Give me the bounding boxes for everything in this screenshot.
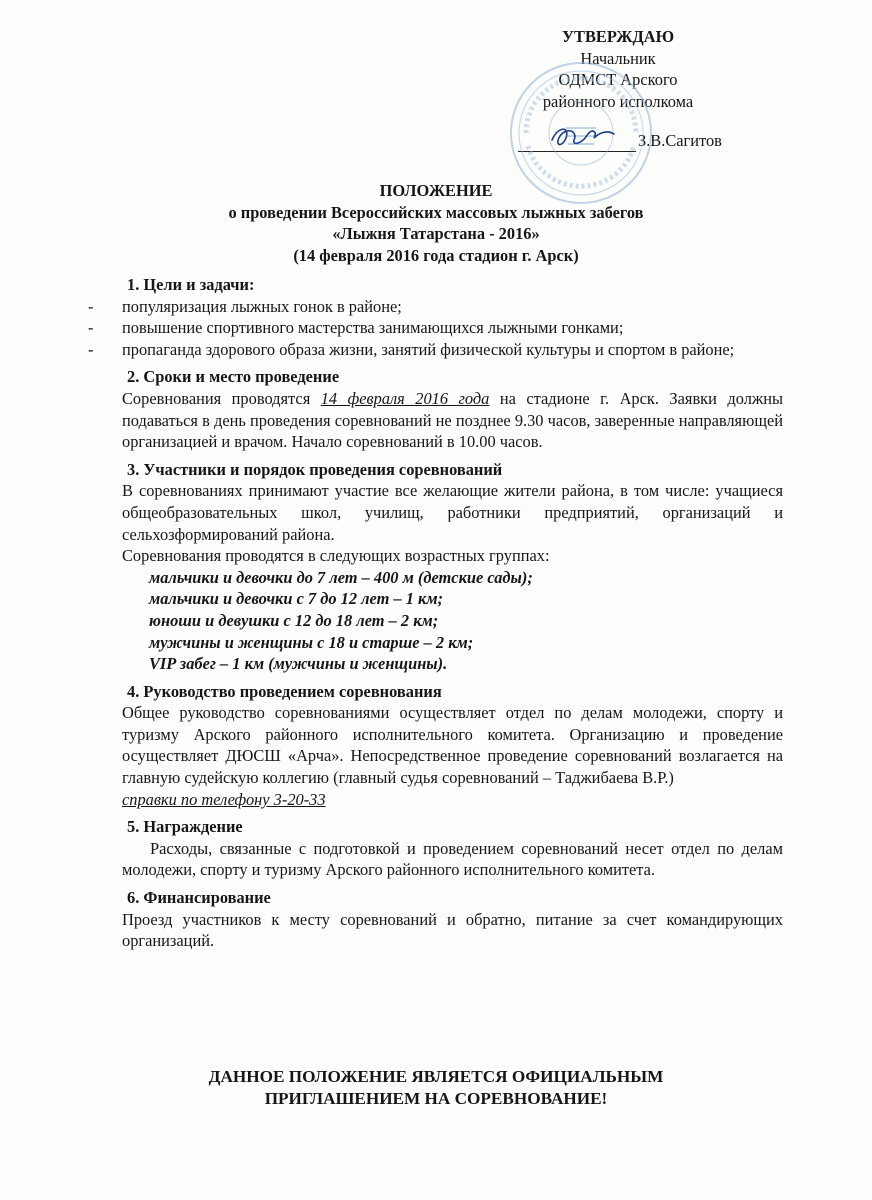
phone-note: справки по телефону 3-20-33 [122,789,326,809]
approval-position-line-1: Начальник [580,48,656,68]
approval-position-line-2: ОДМСТ Арского [558,70,678,90]
section-2-text-start: Соревнования проводятся [122,388,321,408]
section-6-title: 6. Финансирование [127,888,271,908]
age-group: VIP забег – 1 км (мужчины и женщины). [149,654,448,674]
signer-name: З.В.Сагитов [638,131,722,151]
final-notice-line-2: ПРИГЛАШЕНИЕМ НА СОРЕВНОВАНИЕ! [264,1088,608,1108]
goals-list [122,296,783,361]
heading-line-1: о проведении Всероссийских массовых лыжных забегов [228,202,644,222]
age-group: мальчики и девочки с 7 до 12 лет – 1 км; [149,589,444,609]
section-5-text: Расходы, связанные с подготовкой и проведением соревнований несет отдел по делам молодежи, спорту и туризму Арского районного исполнительного комитета. [122,838,783,880]
age-group: мальчики и девочки до 7 лет – 400 м (детские сады); [149,567,533,587]
document-heading [0,180,872,266]
event-date: 14 февраля 2016 года [320,388,490,408]
final-notice-line-1: ДАННОЕ ПОЛОЖЕНИЕ ЯВЛЯЕТСЯ ОФИЦИАЛЬНЫМ [208,1067,664,1086]
final-notice [0,1066,872,1109]
section-1-title: 1. Цели и задачи: [127,275,255,294]
section-3-text: В соревнованиях принимают участие все желающие жители района, в том числе: учащиеся общеобразовательных школ, училищ, работники предприятий, организаций и сельхозформирований района. [122,481,783,544]
document-title: ПОЛОЖЕНИЕ [379,181,493,200]
section-2-text-end: на стадионе г. Арск. Заявки должны подаваться в день проведения соревнований не позднее 9.30 часов, заверенные направляющей организацией и врачом. Начало соревнований в 10.00 часов. [122,388,784,452]
approval-title: УТВЕРЖДАЮ [562,27,675,46]
heading-line-3: (14 февраля 2016 года стадион г. Арск) [293,245,579,265]
section-3-title: 3. Участники и порядок проведения соревнований [127,459,503,479]
list-item: - пропаганда здорового образа жизни, занятий физической культуры и спортом в районе; [122,339,783,361]
section-5-title: 5. Награждение [127,817,243,837]
handwritten-signature-icon [548,118,618,154]
age-groups-intro: Соревнования проводятся в следующих возрастных группах: [122,546,550,566]
section-2-title: 2. Сроки и место проведение [127,367,340,387]
section-4-title: 4. Руководство проведением соревнования [127,681,442,701]
section-4-text: Общее руководство соревнованиями осуществляет отдел по делам молодежи, спорту и туризму Арского районного исполнительного комитета. Организацию и проведение осуществляет ДЮСШ «Арча». Непосредственное проведение соревнований возлагается на главную судейскую коллегию (главный судья соревнований – Таджибаева В.Р.) [122,703,783,788]
document-body [122,274,783,952]
list-item: - популяризация лыжных гонок в районе; [122,296,783,318]
list-item: - повышение спортивного мастерства занимающихся лыжными гонками; [122,317,783,339]
age-group: юноши и девушки с 12 до 18 лет – 2 км; [149,610,439,630]
age-group: мужчины и женщины с 18 и старше – 2 км; [149,632,474,652]
section-6-text: Проезд участников к месту соревнований и обратно, питание за счет командирующих организаций. [122,909,783,951]
approval-position-line-3: районного исполкома [542,91,694,111]
heading-line-2: «Лыжня Татарстана - 2016» [332,224,540,244]
section-2-text [122,388,783,453]
